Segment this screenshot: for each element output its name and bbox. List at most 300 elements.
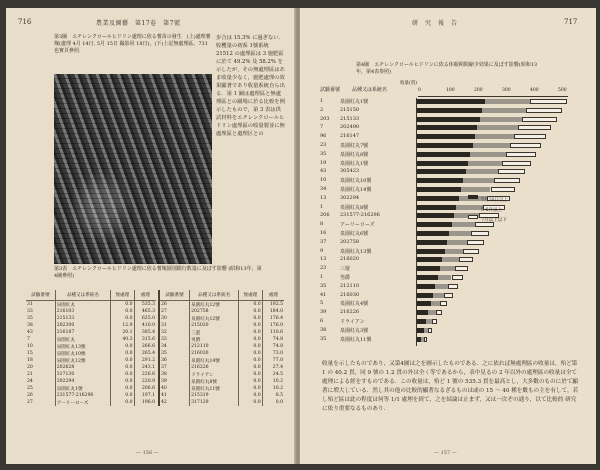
table-cell: 0.0 (239, 385, 262, 392)
chart-row-name: 泉園紅丸13號 (340, 248, 372, 255)
chart-row-number: 37 (320, 238, 327, 245)
table-cell: 24 (27, 379, 33, 384)
chart-col-no: 試驗番號 (320, 87, 341, 93)
table-cell: 73.0 (262, 350, 284, 357)
axis-tick-label: 400 (530, 88, 539, 93)
chart-row-number: 23 (320, 265, 327, 272)
col-test-no: 試驗番號 (26, 290, 55, 301)
table-cell: 0.0 (111, 399, 134, 406)
chart-row-number: 7 (320, 124, 324, 131)
chart-row-number: 8 (320, 221, 324, 228)
chart-row-name: 泉園紅丸4號 (340, 301, 369, 308)
axis-tick-label: 0 (418, 88, 421, 93)
table-cell: 243.1 (134, 364, 156, 371)
table-cell: 0.0 (111, 301, 134, 309)
chart-row-name: 泉園紅丸8號 (340, 151, 369, 158)
chart-bar-segment (455, 266, 468, 271)
right-page (300, 8, 596, 464)
axis-tick-label: 100 (446, 88, 455, 93)
table-cell: 0.0 (111, 392, 134, 399)
chart-row-name: 216147 (340, 133, 360, 140)
chart-row-name: 231577-216296 (340, 212, 380, 219)
col-test-no: 試驗番號 (159, 290, 190, 301)
left-running-header: 農業及園藝 第17卷 第7號 (96, 20, 181, 27)
chart-baseline (416, 98, 417, 346)
chart-row-name: 202490 (340, 124, 360, 131)
fig3-caption-bottom: 第3表 エチレンクロールヒドリン處理に依る薯塊園別銀行数量に及ぼす影響 (昭和13年，第4圖參照) (54, 266, 262, 279)
table-cell: 三遊 (190, 329, 239, 336)
chart-row-number: 19 (320, 159, 327, 166)
chart-bar-segment (467, 240, 484, 245)
table-cell: 41 (159, 392, 190, 399)
table-cell: アーリーローズ (55, 399, 110, 406)
col-variety: 品種又は系統名 (55, 290, 110, 301)
chart-bar-segment (417, 152, 470, 157)
table-cell: 男爵 (190, 336, 239, 343)
chart-bar-segment (417, 284, 435, 289)
table-row (159, 364, 284, 371)
table-cell: 216187 (55, 329, 110, 336)
chart-bar-segment (417, 161, 468, 166)
chart-bar-segment (482, 108, 525, 113)
table-cell: 35 (159, 350, 190, 357)
chart-bar-segment (466, 169, 499, 174)
table-cell: 泉園紅丸 (55, 301, 110, 309)
left-page-number: 716 (18, 18, 32, 26)
table-row (26, 371, 156, 378)
table-cell: 泉園紅丸1號 (55, 385, 110, 392)
chart-bar-segment (417, 213, 454, 218)
table-cell: 35 (27, 316, 33, 321)
chart-row-name: 男爵 (340, 275, 351, 281)
chart-row-name: 三遊 (340, 266, 351, 273)
table-cell: 0.0 (239, 364, 262, 371)
legend-label: 7月以上以下 (481, 218, 507, 223)
chart-bar-segment (480, 117, 522, 122)
table-cell: 215133 (55, 315, 110, 322)
chart-row-name: 泉園紅丸11號 (340, 336, 372, 343)
table-cell: 176.0 (262, 322, 284, 329)
axis-tick-label: 500 (558, 88, 567, 93)
table-cell: 202628 (55, 364, 110, 371)
chart-bar-segment (468, 161, 502, 166)
chart-bar-segment (473, 143, 510, 148)
chart-bar-segment (417, 328, 424, 333)
table-row (159, 399, 284, 406)
chart-bar-segment (435, 284, 447, 289)
table-cell: 184.0 (262, 308, 284, 315)
table-cell: 291.2 (134, 357, 156, 364)
table-row (159, 371, 284, 378)
table-cell: 0.0 (239, 329, 262, 336)
chart-row-number: 1 (320, 274, 324, 280)
table-row (159, 336, 284, 343)
table-cell: 40 (159, 385, 190, 392)
chart-bar-segment (417, 187, 461, 192)
chart-bar-segment (459, 257, 473, 262)
table-cell: 216226 (190, 364, 239, 371)
table-cell: 77.0 (262, 357, 284, 364)
yield-table-right (158, 290, 284, 406)
table-cell: 215020 (190, 322, 239, 329)
table-cell: 215319 (190, 392, 239, 399)
fig3-caption-top: 第3圖 エチレンクロールヒドリン處理に依る薯苗の發生 (上)處理薯塊(處理 4月 14日, 5月 15日 撮影同 18日)，(下)上記無處理區，731也實頁參照． (54, 34, 211, 54)
chart-bar-segment (432, 319, 437, 324)
chart-row-name: 泉園紅丸1號 (340, 160, 369, 167)
table-cell: 216030 (190, 350, 239, 357)
table-cell: 泉園紅丸12號 (55, 357, 110, 364)
right-body-text: 收量を示したものであり，又第4圖は之を圖示したものである．之に依れば無處理區の收量は，殆ど第 1 の 40.2 貫，同 9 號の 1.2 貫の外は全く等であるから，表中見るの 2 年以外の處理區の收量は全て處理による經をすものである．この收量は，殆ど 1 號の 535.3 貫を最高とし，大多數のものに於て顯著に増大している．然し其の他の比較的顯著なるざるものは或の 15 ～ 40 種を數もの主を有して，若し殆ど區は此の程度は何等 1/1 處理を經て，之を結論は止まず，又は一次ぞの通り，以て比較的 研究に依り重要なるものあり． (322, 361, 579, 412)
table-cell: 42 (159, 399, 190, 406)
chart-bar-segment (530, 99, 568, 104)
chart-bar-segment (417, 310, 428, 315)
col-variety: 品種又は系統名 (190, 290, 239, 301)
chart-row-name: 215133 (340, 115, 360, 122)
table-cell: 26 (159, 301, 190, 309)
table-cell: 0.0 (239, 357, 262, 364)
chart-row-name: 泉園紅丸6號 (340, 231, 369, 237)
chart-row-number: 1 (320, 98, 324, 104)
chart-row-name: 302294 (340, 194, 360, 201)
table-cell: 7 (27, 337, 30, 342)
table-cell: 12.9 (111, 322, 134, 329)
table-cell: 0.0 (239, 378, 262, 385)
table-row (26, 322, 156, 329)
table-cell: 10.2 (262, 378, 284, 385)
chart-row-name: 泉園紅丸8號 (340, 204, 369, 211)
table-cell: 231577-216296 (55, 392, 110, 399)
table-cell: 27 (27, 400, 33, 405)
chart-bar-segment (417, 117, 480, 122)
left-body-text: 步合は 15.3% に過ぎない．收穫量の初系 1號系統 21512 の處理區は 3 施肥區に於て 49.2% 及 58.2% を示したが，その無處理區はあま收量少なく，施肥處理の效果顯著であり收量系統自ら出る．第 1 圖は處理區と無處理區との圃場に於る比較を例示したもので，第 3 表は供試材料をエチレンクロールヒドリン處理區の收量製並に無處理區と處理区との (216, 35, 285, 137)
col-treated: 處理 (134, 290, 156, 301)
table-cell: 泉園紅丸13號 (55, 343, 110, 350)
chart-bar-segment (463, 249, 478, 254)
chart-row-name: 216020 (340, 256, 360, 263)
table-cell: 192.5 (262, 301, 284, 309)
table-cell: 202300 (55, 322, 110, 329)
table-cell: 31 (159, 322, 190, 329)
table-cell: 18 (27, 358, 33, 363)
chart-bar-segment (417, 249, 445, 254)
chart-row-number: 2 (320, 106, 324, 113)
chart-bar-segment (477, 125, 517, 130)
table-cell: 32 (159, 329, 190, 336)
table-row (159, 357, 284, 364)
right-footer: — 157 — (434, 450, 457, 456)
chart-bar-segment (417, 222, 452, 227)
table-cell: 317130 (55, 371, 110, 378)
chart-bar-segment (417, 257, 442, 262)
table-row (26, 329, 156, 336)
table-cell: 0.0 (111, 350, 134, 357)
table-cell: 176.4 (262, 315, 284, 322)
table-cell: 0.0 (111, 378, 134, 385)
table-cell: 37 (159, 364, 190, 371)
chart-bar-segment (417, 99, 485, 104)
table-cell: 0.0 (239, 308, 262, 315)
table-row (26, 399, 156, 406)
chart-bar-segment (448, 284, 458, 289)
table-row (26, 350, 156, 357)
chart-axis (418, 88, 568, 97)
chart-bar-segment (514, 134, 546, 139)
table-cell: 8.5 (262, 392, 284, 399)
table-cell: 34 (159, 343, 190, 350)
chart-bar-segment (431, 301, 440, 306)
yield-table-left (26, 290, 156, 406)
chart-bar-segment (447, 240, 467, 245)
chart-bar-segment (438, 275, 452, 280)
table-cell: 30 (159, 315, 190, 322)
chart-bar-segment (417, 231, 449, 236)
table-cell: 38 (159, 371, 190, 378)
table-cell: 泉園紅丸12號 (190, 315, 239, 322)
chart-row-name: 212110 (340, 282, 360, 289)
table-cell: ドライアン (190, 371, 239, 378)
chart-bar-segment (502, 161, 530, 166)
table-cell: 317129 (190, 399, 239, 406)
chart-row-number: 38 (320, 326, 327, 333)
table-cell: 0.0 (239, 322, 262, 329)
table-cell: 0.0 (239, 399, 262, 406)
col-treated: 處理 (262, 290, 284, 301)
chart-bar-segment (417, 205, 456, 210)
chart-bar-segment (494, 178, 520, 183)
chart-row-name: 泉園紅丸7號 (340, 143, 369, 149)
table-row (159, 301, 284, 309)
chart-bar-segment (444, 293, 453, 298)
table-cell: 220.9 (134, 378, 156, 385)
table-cell: 26 (27, 393, 33, 398)
chart-row-name: 216030 (340, 291, 360, 298)
chart-bar-segment (470, 152, 506, 157)
table-cell: 625.0 (134, 315, 156, 322)
chart-row-number: 13 (320, 194, 327, 201)
chart-row-number: 35 (320, 150, 327, 157)
table-cell: 216103 (55, 308, 110, 315)
chart-row-name: 泉園紅丸3號 (340, 327, 369, 334)
table-cell: 泉園紅丸12號 (190, 301, 239, 309)
table-cell: 465.3 (134, 308, 156, 315)
chart-bar-segment (417, 240, 447, 245)
chart-axis-label: 收量(貫) (400, 81, 418, 86)
chart-bar-segment (463, 178, 494, 183)
table-cell: 0.0 (111, 385, 134, 392)
chart-row-number: 43 (320, 168, 327, 175)
chart-col-name: 品種又は系統名 (352, 87, 388, 93)
table-cell: 535.3 (134, 301, 156, 309)
legend-swatch (468, 215, 478, 219)
left-page (6, 8, 296, 464)
table-cell: 泉園紅丸11號 (190, 385, 239, 392)
table-row (26, 357, 156, 364)
chart-bar-segment (452, 275, 464, 280)
table-cell: 33 (159, 336, 190, 343)
table-cell: 泉園紅丸14號 (190, 357, 239, 364)
chart-bar-segment (518, 125, 552, 130)
table-row (159, 308, 284, 315)
chart-row-number: 10 (320, 177, 327, 184)
chart-bar-segment (522, 117, 557, 122)
table-row (159, 315, 284, 322)
table-cell: 0.0 (111, 364, 134, 371)
chart-bar-segment (506, 152, 536, 157)
table-cell: 40.3 (111, 336, 134, 343)
chart-bar-segment (417, 196, 459, 201)
chart-row-number: 41 (320, 291, 327, 298)
chart-row-name: ドライアン (340, 319, 365, 325)
chart-bar-segment (417, 178, 463, 183)
chart-bar-segment (485, 99, 530, 104)
table-row (159, 343, 284, 350)
chart-bar-segment (417, 143, 473, 148)
chart-bar-segment (440, 301, 448, 306)
table-row (26, 308, 156, 315)
table-row (26, 392, 156, 399)
table-row (26, 385, 156, 392)
table-cell: 39 (159, 378, 190, 385)
table-cell: 24.5 (262, 371, 284, 378)
table-cell: 0.0 (111, 308, 134, 315)
fig3-photograph (54, 74, 212, 264)
table-cell: 212110 (190, 343, 239, 350)
table-cell: 226.6 (134, 371, 156, 378)
table-cell: 197.1 (134, 392, 156, 399)
table-cell: 33 (27, 309, 33, 314)
chart-row-name: 泉園紅丸10號 (340, 178, 372, 185)
col-untreated: 無處理 (111, 290, 134, 301)
left-footer: — 156 — (136, 450, 159, 456)
table-cell: 10.2 (262, 385, 284, 392)
chart-bar-segment (449, 231, 471, 236)
chart-bar-segment (433, 293, 444, 298)
table-cell: 385.4 (134, 329, 156, 336)
table-cell: 0.0 (239, 315, 262, 322)
chart-bar-segment (417, 125, 477, 130)
chart-row-number: 16 (320, 230, 327, 236)
chart-row-name: 305423 (340, 168, 360, 175)
chart-row-name: 216226 (340, 309, 360, 316)
chart-bar-segment (428, 328, 432, 333)
chart-bar-segment (526, 108, 562, 113)
chart-bar-segment (417, 169, 466, 174)
table-cell: 206.6 (134, 385, 156, 392)
chart-bar-segment (475, 134, 514, 139)
chart-bar-segment (417, 293, 433, 298)
chart-row-number: 35 (320, 335, 327, 342)
chart-row-number: 96 (320, 133, 327, 140)
table-row (26, 301, 156, 309)
table-cell: 315.6 (134, 336, 156, 343)
table-cell: 110.6 (262, 329, 284, 336)
table-cell: 266.6 (134, 343, 156, 350)
chart-row-number: 1 (320, 203, 324, 210)
table-cell: 15 (27, 351, 33, 356)
chart-bar-segment (510, 143, 541, 148)
chart-bar-segment (442, 257, 459, 262)
legend-label: 5-6月以上 (481, 208, 503, 213)
table-cell: 25 (27, 386, 33, 391)
chart-row-number: 39 (320, 309, 327, 316)
chart-row-name: 泉園紅丸1號 (340, 99, 369, 105)
chart-row-number: 34 (320, 186, 327, 192)
table-cell: 36 (159, 357, 190, 364)
chart-row-number: 13 (320, 256, 327, 263)
chart-row-number: 9 (320, 247, 324, 254)
table-cell: 202758 (190, 308, 239, 315)
table-cell: 196.0 (134, 399, 156, 406)
table-cell: 泉園紅丸8號 (190, 378, 239, 385)
table-cell: 泉園紅丸 (55, 336, 110, 343)
chart-bar-segment (417, 301, 431, 306)
table-row (159, 392, 284, 399)
chart-bar-segment (471, 231, 489, 236)
chart-bar-segment (498, 169, 525, 174)
table-row (26, 336, 156, 343)
chart-row-name: 泉園紅丸14號 (340, 187, 372, 193)
table-cell: 0.0 (239, 371, 262, 378)
table-cell: 0.0 (111, 343, 134, 350)
chart-row-number: 35 (320, 282, 327, 289)
axis-tick-label: 300 (502, 88, 511, 93)
chart-row-number: 206 (320, 212, 330, 219)
table-cell: 38 (27, 323, 33, 328)
table-row (26, 378, 156, 385)
table-row (159, 350, 284, 357)
table-cell: 泉園紅丸10號 (55, 350, 110, 357)
table-cell: 20 (27, 365, 33, 370)
table-cell: 265.4 (134, 350, 156, 357)
table-cell: 74.8 (262, 343, 284, 350)
table-cell: 0.0 (239, 350, 262, 357)
chart-row-name: 202758 (340, 238, 360, 245)
chart-row-number: 23 (320, 142, 327, 148)
chart-row-number: 5 (320, 300, 324, 307)
chart-bar-segment (428, 310, 436, 315)
table-cell: 0.0 (111, 371, 134, 378)
right-running-header: 研 究 報 告 (412, 20, 458, 27)
chart-row-number: 203 (320, 115, 330, 122)
fig4-caption: 第4圖 エチレンクロールヒドリンに依る休眠期間縮少効果に及ぼす影響(昭和13年，第4表参照) (356, 62, 538, 75)
chart-bar-segment (436, 310, 442, 315)
chart-bar-segment (417, 319, 426, 324)
legend-label: 7月26日以上 (481, 198, 509, 203)
table-cell: 0.0 (239, 301, 262, 309)
axis-tick-label: 200 (474, 88, 483, 93)
table-cell: 302294 (55, 378, 110, 385)
chart-row-number: 6 (320, 318, 324, 324)
table-cell: 0.0 (262, 399, 284, 406)
table-cell: 74.8 (262, 336, 284, 343)
table-cell: 0.0 (239, 392, 262, 399)
table-cell: 0.0 (239, 343, 262, 350)
table-row (159, 329, 284, 336)
table-cell: 31 (27, 302, 33, 307)
chart-bar-segment (417, 275, 438, 280)
right-page-number: 717 (564, 18, 578, 26)
table-row (159, 385, 284, 392)
table-row (26, 364, 156, 371)
legend-item (468, 206, 507, 225)
table-cell: 0.0 (111, 357, 134, 364)
chart-bar-segment (424, 337, 426, 342)
chart-bar-segment (445, 249, 463, 254)
table-row (26, 315, 156, 322)
table-cell: 27 (159, 308, 190, 315)
chart-bar-segment (417, 108, 482, 113)
chart-row-name: 215150 (340, 106, 360, 113)
